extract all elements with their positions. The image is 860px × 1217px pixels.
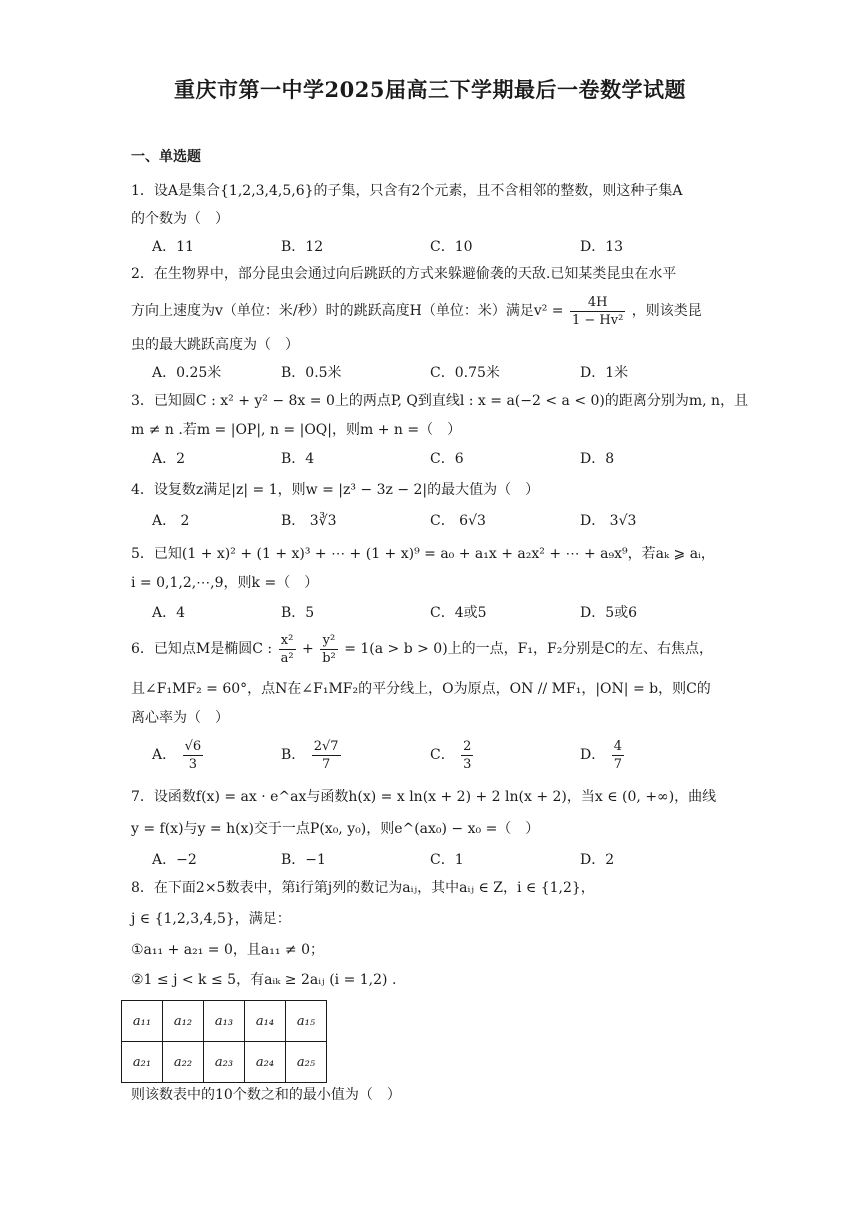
q2-fraction-denominator: 1 − Hv² [572,312,624,328]
q2-text-part-b: ，则该类昆 [631,303,702,319]
q7-text: 7．设函数f(x) = ax · e^ax与函数h(x) = x ln(x + 2) + 2 ln(x + 2)，当x ∈ (0, +∞)，曲线 [131,789,717,805]
q4-option-a[interactable]: A． 2 [152,513,190,529]
q6-fraction-x [279,632,296,667]
q6-text-cont: 且∠F₁MF₂ = 60°，点N在∠F₁MF₂的平分线上，O为原点，ON // MF₁，|ON| = b，则C的 [131,681,711,697]
section-heading: 一、单选题 [131,149,201,165]
table-cell: a₁₃ [204,1001,245,1042]
q5-option-c[interactable]: C．4或5 [430,605,487,621]
q6-fraction-x-denominator: a² [280,650,294,666]
q6-option-b-label: B． [281,747,306,763]
q7-option-d[interactable]: D．2 [580,852,615,868]
q6-option-d-numerator: 4 [613,738,622,754]
q3-text: 3．已知圆C : x² + y² − 8x = 0上的两点P, Q到直线l : x = a(−2 < a < 0)的距离分别为m, n，且 [131,393,749,409]
q6-text [131,630,713,668]
q2-option-b[interactable]: B．0.5米 [281,365,342,381]
exam-title: 重庆市第一中学2025届高三下学期最后一卷数学试题 [174,77,686,102]
q6-text-end: 离心率为（ ） [131,710,229,726]
table-row [122,1001,327,1042]
q3-option-a[interactable]: A．2 [152,451,186,467]
q2-option-a[interactable]: A．0.25米 [152,365,222,381]
q6-option-d-label: D． [580,747,606,763]
q6-fraction-y-denominator: b² [322,650,336,666]
q6-option-a-fraction [183,738,204,773]
q6-fraction-y [320,632,338,667]
q6-fraction-y-numerator: y² [320,632,338,650]
q6-option-c[interactable] [430,736,475,774]
q3-option-d[interactable]: D．8 [580,451,615,467]
q6-plus: + [302,641,314,657]
q6-option-c-fraction [461,738,473,773]
q4-option-d[interactable]: D． 3√3 [580,513,637,529]
q1-option-d[interactable]: D．13 [580,239,624,255]
q8-text-cont: j ∈ {1,2,3,4,5}，满足： [131,911,291,927]
q6-option-c-denominator: 3 [463,756,472,772]
q5-option-a[interactable]: A．4 [152,605,186,621]
q2-option-c[interactable]: C．0.75米 [430,365,500,381]
q6-option-a-label: A． [152,747,177,763]
table-cell: a₁₅ [286,1001,327,1042]
q5-option-d[interactable]: D．5或6 [580,605,638,621]
q6-option-a-denominator: 3 [188,756,197,772]
table-cell: a₂₁ [122,1042,163,1083]
q8-condition-2: ②1 ≤ j < k ≤ 5，有aᵢₖ ≥ 2aᵢⱼ (i = 1,2) . [131,972,397,988]
table-cell: a₁₁ [122,1001,163,1042]
q2-text-end: 虫的最大跳跃高度为（ ） [131,337,299,353]
q3-text-cont: m ≠ n .若m = |OP|, n = |OQ|，则m + n =（ ） [131,422,462,438]
q2-fraction [570,294,625,329]
q6-option-b-denominator: 7 [322,756,331,772]
q8-table [121,1000,327,1083]
q6-option-c-numerator: 2 [463,738,472,754]
q8-text: 8．在下面2×5数表中，第i行第j列的数记为aᵢⱼ，其中aᵢⱼ ∈ Z，i ∈ {1,2}， [131,880,595,896]
q6-text-part-a: 6．已知点M是椭圆C : [131,641,273,657]
q1-text-cont: 的个数为（ ） [131,211,229,227]
q6-option-a[interactable] [152,736,205,774]
table-cell: a₁₂ [163,1001,204,1042]
q1-option-a[interactable]: A．11 [152,239,194,255]
q2-fraction-numerator: 4H [570,294,625,312]
q6-option-a-numerator: √6 [184,738,202,754]
table-row [122,1042,327,1083]
q6-option-c-label: C． [430,747,455,763]
q1-option-c[interactable]: C．10 [430,239,473,255]
q6-option-d-fraction [612,738,624,773]
q6-option-d-denominator: 7 [613,756,622,772]
q3-option-c[interactable]: C．6 [430,451,464,467]
q4-text: 4．设复数z满足|z| = 1，则w = |z³ − 3z − 2|的最大值为（ ） [131,482,540,498]
q6-option-b-fraction [312,738,341,773]
q5-option-b[interactable]: B．5 [281,605,315,621]
table-cell: a₁₄ [245,1001,286,1042]
q6-option-b-numerator: 2√7 [313,738,339,754]
q2-option-d[interactable]: D．1米 [580,365,629,381]
q6-fraction-x-numerator: x² [279,632,296,650]
q8-question-end: 则该数表中的10个数之和的最小值为（ ） [131,1087,401,1103]
q2-text-part-a: 方向上速度为v（单位：米/秒）时的跳跃高度H（单位：米）满足v² = [131,303,564,319]
table-cell: a₂₄ [245,1042,286,1083]
q4-option-c[interactable]: C． 6√3 [430,513,486,529]
table-cell: a₂₅ [286,1042,327,1083]
q6-option-d[interactable] [580,736,626,774]
q2-text: 2．在生物界中，部分昆虫会通过向后跳跃的方式来躲避偷袭的天敌.已知某类昆虫在水平 [131,266,677,282]
q7-text-cont: y = f(x)与y = h(x)交于一点P(x₀, y₀)，则e^(ax₀) − x₀ =（ ） [131,821,540,837]
q8-condition-1: ①a₁₁ + a₂₁ = 0，且a₁₁ ≠ 0； [131,942,324,958]
q4-option-b[interactable]: B． 3∛3 [281,513,337,529]
q3-option-b[interactable]: B．4 [281,451,315,467]
q7-option-a[interactable]: A．−2 [152,852,197,868]
q7-option-b[interactable]: B．−1 [281,852,326,868]
q1-text: 1．设A是集合{1,2,3,4,5,6}的子集，只含有2个元素，且不含相邻的整数，则这种子集A [131,183,683,199]
q5-text-cont: i = 0,1,2,⋯,9，则k =（ ） [131,575,319,591]
q6-text-part-b: = 1(a > b > 0)上的一点，F₁，F₂分别是C的左、右焦点， [344,641,714,657]
q1-option-b[interactable]: B．12 [281,239,324,255]
table-cell: a₂₃ [204,1042,245,1083]
q2-text-cont [131,292,702,330]
table-cell: a₂₂ [163,1042,204,1083]
q6-option-b[interactable] [281,736,343,774]
q7-option-c[interactable]: C．1 [430,852,464,868]
q5-text: 5．已知(1 + x)² + (1 + x)³ + ⋯ + (1 + x)⁹ = a₀ + a₁x + a₂x² + ⋯ + a₉x⁹，若aₖ ⩾ aᵢ， [131,546,715,562]
